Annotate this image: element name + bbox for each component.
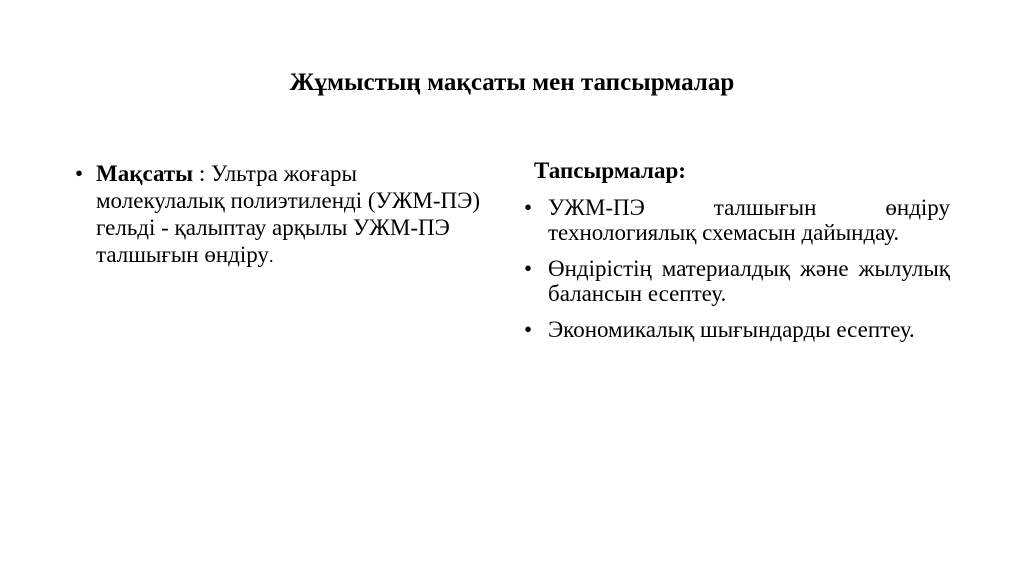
goal-text bbox=[96, 161, 480, 267]
goal-end-period: . bbox=[268, 246, 274, 266]
task-text: Өндірістің материалдық және жылулық балансын есептеу. bbox=[548, 256, 950, 306]
task-item bbox=[522, 195, 950, 245]
tasks-heading: Тапсырмалар: bbox=[534, 158, 686, 183]
task-text: УЖМ-ПЭ талшығын өндіру технологиялық схемасын дайындау. bbox=[548, 195, 950, 245]
goal-label: Мақсаты bbox=[96, 161, 194, 186]
task-item bbox=[522, 256, 950, 306]
bullet-icon: • bbox=[524, 256, 533, 281]
bullet-icon: • bbox=[75, 161, 84, 186]
task-item bbox=[522, 317, 950, 342]
task-text: Экономикалық шығындарды есептеу. bbox=[548, 317, 915, 342]
goal-separator: : bbox=[193, 161, 212, 186]
goal-description: Ультра жоғары молекулалық полиэтиленді (УЖМ-ПЭ) гельді - қалыптау арқылы УЖМ-ПЭ талшығын өндіру bbox=[96, 161, 480, 267]
bullet-icon: • bbox=[524, 195, 533, 220]
goal-section bbox=[75, 160, 487, 270]
bullet-icon: • bbox=[524, 317, 533, 342]
goal-bullet-row bbox=[75, 160, 487, 270]
slide-title: Жұмыстың мақсаты мен тапсырмалар bbox=[289, 69, 735, 96]
tasks-section bbox=[522, 157, 950, 353]
